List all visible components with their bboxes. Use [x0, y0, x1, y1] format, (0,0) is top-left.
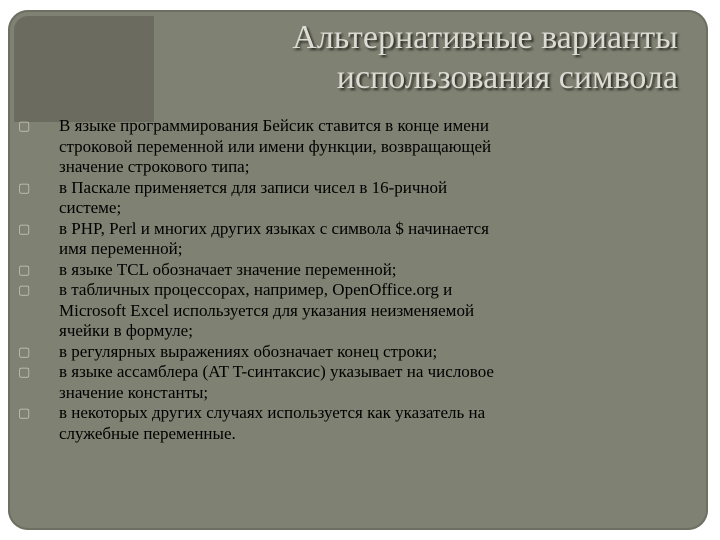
title-accent-block	[14, 16, 154, 122]
bullet-item	[16, 403, 706, 444]
slide-title	[158, 18, 678, 98]
bullet-line: имя переменной;	[59, 239, 183, 258]
bullet-line: ячейки в формуле;	[59, 321, 193, 340]
bullet-item	[16, 178, 706, 219]
square-bullet-icon: ▢	[18, 283, 31, 298]
square-bullet-icon: ▢	[18, 221, 31, 237]
bullet-line: в PHP, Perl и многих других языках с символа $ начинается	[59, 218, 489, 238]
square-bullet-icon: ▢	[18, 262, 31, 278]
bullet-list	[16, 116, 706, 444]
bullet-item	[16, 116, 706, 178]
bullet-line: в Паскале применяется для записи чисел в 16-ричной	[59, 177, 448, 197]
bullet-line: строковой переменной или имени функции, возвращающей	[59, 136, 492, 156]
bullet-line: в регулярных выражениях обозначает конец строки;	[59, 341, 438, 361]
bullet-item	[16, 280, 706, 342]
bullet-line: системе;	[59, 198, 122, 217]
bullet-item	[16, 260, 706, 281]
title-line-1: Альтернативные варианты	[292, 19, 678, 56]
bullet-item	[16, 342, 706, 363]
square-bullet-icon: ▢	[18, 344, 31, 360]
bullet-line: в табличных процессорах, например, OpenOffice.org и	[59, 280, 453, 299]
square-bullet-icon: ▢	[18, 406, 31, 421]
bullet-line: служебные переменные.	[59, 423, 236, 443]
bullet-item	[16, 219, 706, 260]
bullet-line: значение строкового типа;	[59, 157, 250, 176]
bullet-line: в языке ассамблера (AT T-синтаксис) указывает на числовое	[59, 362, 494, 381]
bullet-line: в некоторых других случаях используется как указатель на	[59, 403, 486, 422]
bullet-line: В языке программирования Бейсик ставится в конце имени	[59, 116, 489, 135]
bullet-line: Microsoft Excel используется для указания неизменяемой	[59, 300, 475, 320]
bullet-item	[16, 362, 706, 403]
title-line-2: использования символа	[336, 59, 678, 96]
square-bullet-icon: ▢	[18, 365, 31, 380]
square-bullet-icon: ▢	[18, 119, 31, 134]
bullet-line: значение константы;	[59, 382, 209, 402]
bullet-line: в языке TCL обозначает значение переменной;	[59, 259, 397, 279]
square-bullet-icon: ▢	[18, 180, 31, 196]
